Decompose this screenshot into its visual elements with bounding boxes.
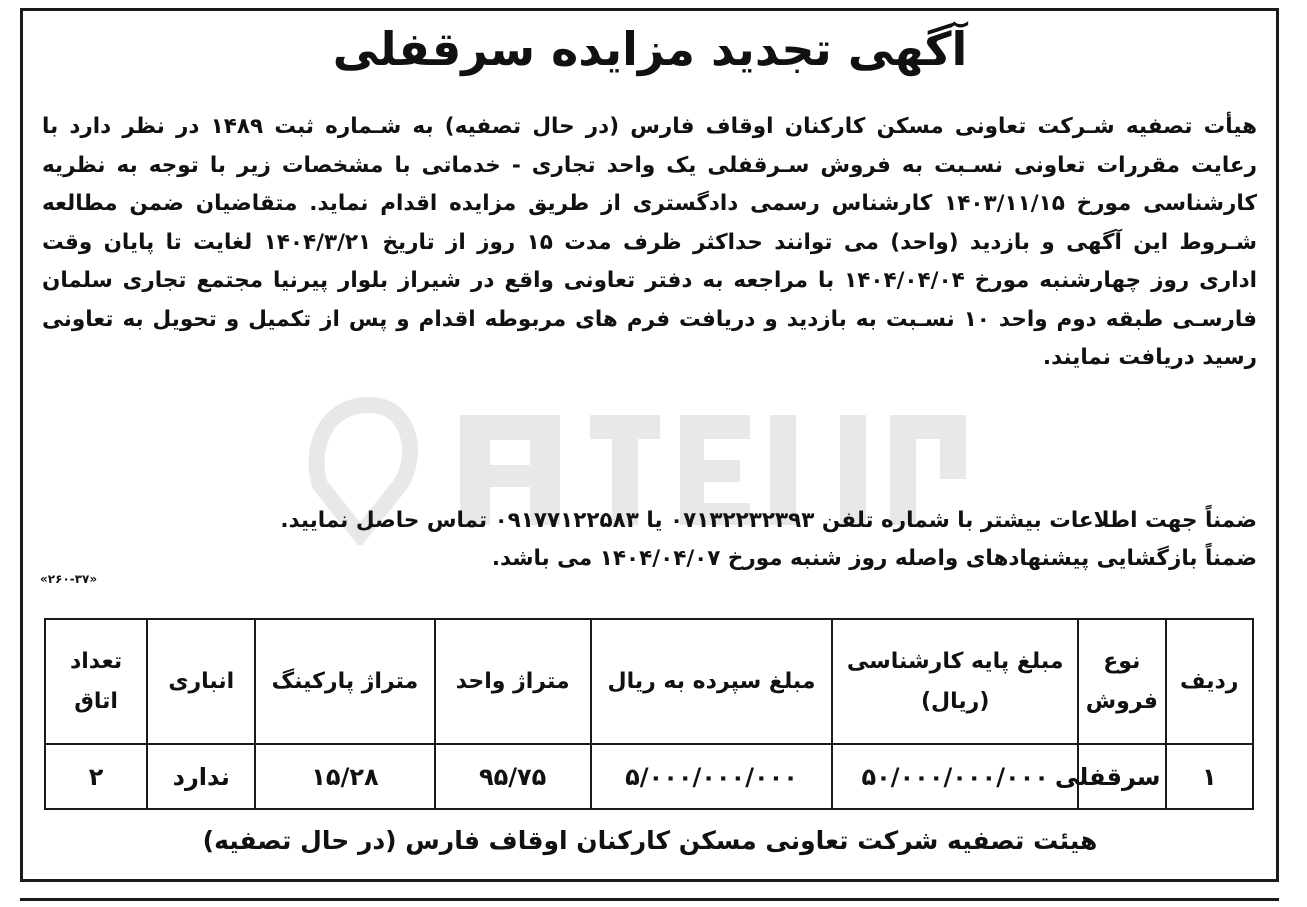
cell-rooms: ۲ (45, 744, 147, 809)
table-row (45, 744, 1253, 809)
body-line: فارسـی طبقه دوم واحد ۱۰ نسـبت به بازدید و دریافت فرم های مربوطه اقدام و پس از تکمیل و تحویل به تعاونی (42, 306, 1257, 332)
auction-table (44, 618, 1254, 810)
header-unit-area: متراژ واحد (435, 619, 591, 744)
body-line: هیأت تصفیه شـرکت تعاونی مسکن کارکنان اوقاف فارس (در حال تصفیه) به شـماره ثبت ۱۴۸۹ در نظر دارد با (42, 114, 1257, 139)
body-line: اداری روز چهارشنبه مورخ ۱۴۰۴/۰۴/۰۴ با مراجعه به دفتر تعاونی واقع در شیراز بلوار پیرنیا مجتمع تجاری سلمان (42, 268, 1257, 293)
cell-storage: ندارد (147, 744, 255, 809)
notice-title: آگهی تجدید مزایده سرقفلی (332, 22, 968, 76)
cell-row-number: ۱ (1166, 744, 1253, 809)
notice-notes (42, 502, 1257, 578)
body-line: شـروط این آگهی و بازدید (واحد) می توانند حداکثر ظرف مدت ۱۵ روز از تاریخ ۱۴۰۴/۳/۲۱ لغایت تا پایان وقت (42, 229, 1257, 255)
notice-code: «۲۶۰-۳۷» (40, 572, 98, 586)
cell-deposit: ۵/۰۰۰/۰۰۰/۰۰۰ (591, 744, 833, 809)
header-row-number: ردیف (1166, 619, 1253, 744)
notice-body (42, 108, 1257, 378)
header-base-price: مبلغ پایه کارشناسی (ریال) (832, 619, 1078, 744)
bottom-divider (20, 898, 1279, 901)
header-storage: انباری (147, 619, 255, 744)
cell-parking-area: ۱۵/۲۸ (255, 744, 434, 809)
header-parking-area: متراژ پارکینگ (255, 619, 434, 744)
header-rooms: تعداد اتاق (45, 619, 147, 744)
header-sale-type: نوع فروش (1078, 619, 1165, 744)
body-line: کارشناسی مورخ ۱۴۰۳/۱۱/۱۵ کارشناس رسمی دادگستری از طریق مزایده اقدام نماید. متقاضیان ضمن مطالعه (42, 191, 1257, 216)
cell-base-price: ۵۰/۰۰۰/۰۰۰/۰۰۰ (832, 744, 1078, 809)
notice-signature: هیئت تصفیه شرکت تعاونی مسکن کارکنان اوقاف فارس (در حال تصفیه) (202, 826, 1098, 855)
header-deposit: مبلغ سپرده به ریال (591, 619, 833, 744)
body-line: رعایت مقررات تعاونی نسـبت به فروش سـرقفلی یک واحد تجاری - خدماتی با مشخصات زیر با توجه به نظریه (42, 152, 1257, 178)
body-line: رسید دریافت نمایند. (1042, 345, 1257, 370)
contact-note: ضمناً جهت اطلاعات بیشتر با شماره تلفن ۰۷۱۳۲۲۳۲۳۹۳ یا ۰۹۱۷۷۱۲۲۵۸۳ تماس حاصل نمایید. (280, 508, 1257, 533)
cell-unit-area: ۹۵/۷۵ (435, 744, 591, 809)
table-header-row (45, 619, 1253, 744)
cell-sale-type: سرقفلی (1078, 744, 1165, 809)
opening-note: ضمناً بازگشایی پیشنهادهای واصله روز شنبه مورخ ۱۴۰۴/۰۴/۰۷ می باشد. (491, 546, 1257, 571)
